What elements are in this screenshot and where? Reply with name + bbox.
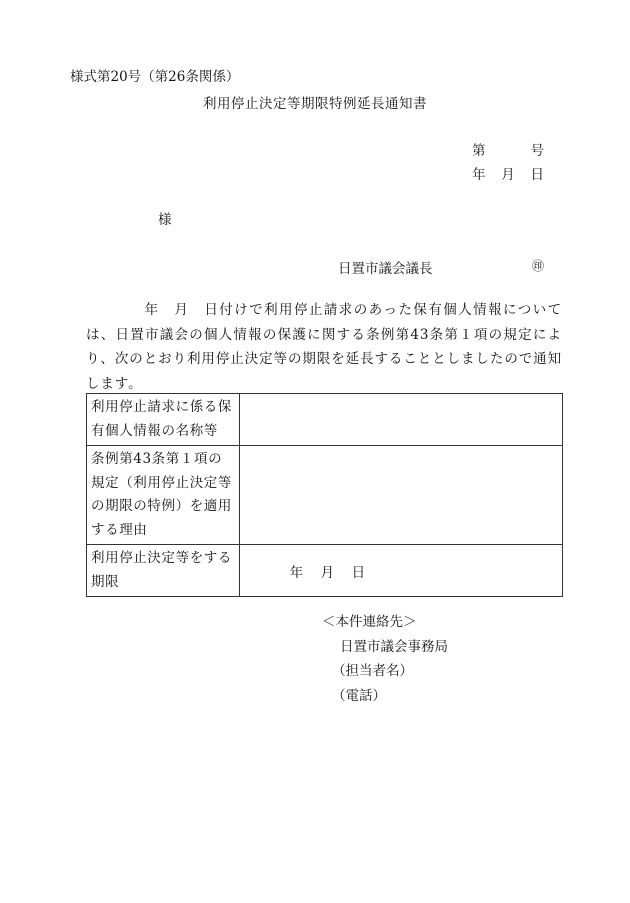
row-value-reason	[239, 446, 562, 545]
table-row	[87, 394, 563, 446]
sender-title: 日置市議会議長	[338, 261, 433, 277]
date-month: 月	[501, 167, 515, 183]
document-title: 利用停止決定等期限特例延長通知書	[203, 96, 427, 112]
date-year: 年	[472, 167, 486, 183]
date-day: 日	[530, 167, 544, 183]
row-label-info-name: 利用停止請求に係る保有個人情報の名称等	[87, 394, 240, 446]
row-value-info-name	[239, 394, 562, 446]
details-table	[86, 393, 563, 597]
form-number: 様式第20号（第26条関係）	[70, 69, 240, 85]
contact-person: （担当者名）	[332, 663, 413, 679]
issue-date-line	[472, 163, 544, 187]
doc-number-suffix: 号	[530, 143, 544, 159]
addressee-honorific: 様	[158, 212, 172, 228]
table-row	[87, 545, 563, 597]
row-value-deadline: 年 月 日	[239, 545, 562, 597]
doc-number-prefix: 第	[472, 143, 486, 159]
table-row	[87, 446, 563, 545]
seal-mark: ㊞	[532, 259, 545, 273]
contact-heading: ＜本件連絡先＞	[322, 614, 417, 630]
contact-office: 日置市議会事務局	[340, 638, 448, 655]
row-label-reason: 条例第43条第１項の規定（利用停止決定等の期限の特例）を適用する理由	[87, 446, 240, 545]
notice-body-text: 年 月 日付けで利用停止請求のあった保有個人情報については、日置市議会の個人情報の保護に関する条例第43条第１項の規定により、次のとおり利用停止決定等の期限を延長することとしましたので通知します。	[86, 302, 562, 392]
document-number-block	[472, 139, 544, 187]
contact-block	[322, 610, 448, 708]
document-number-line	[472, 139, 544, 163]
notice-body	[86, 298, 562, 396]
row-label-deadline: 利用停止決定等をする期限	[87, 545, 240, 597]
contact-phone: （電話）	[332, 687, 386, 704]
